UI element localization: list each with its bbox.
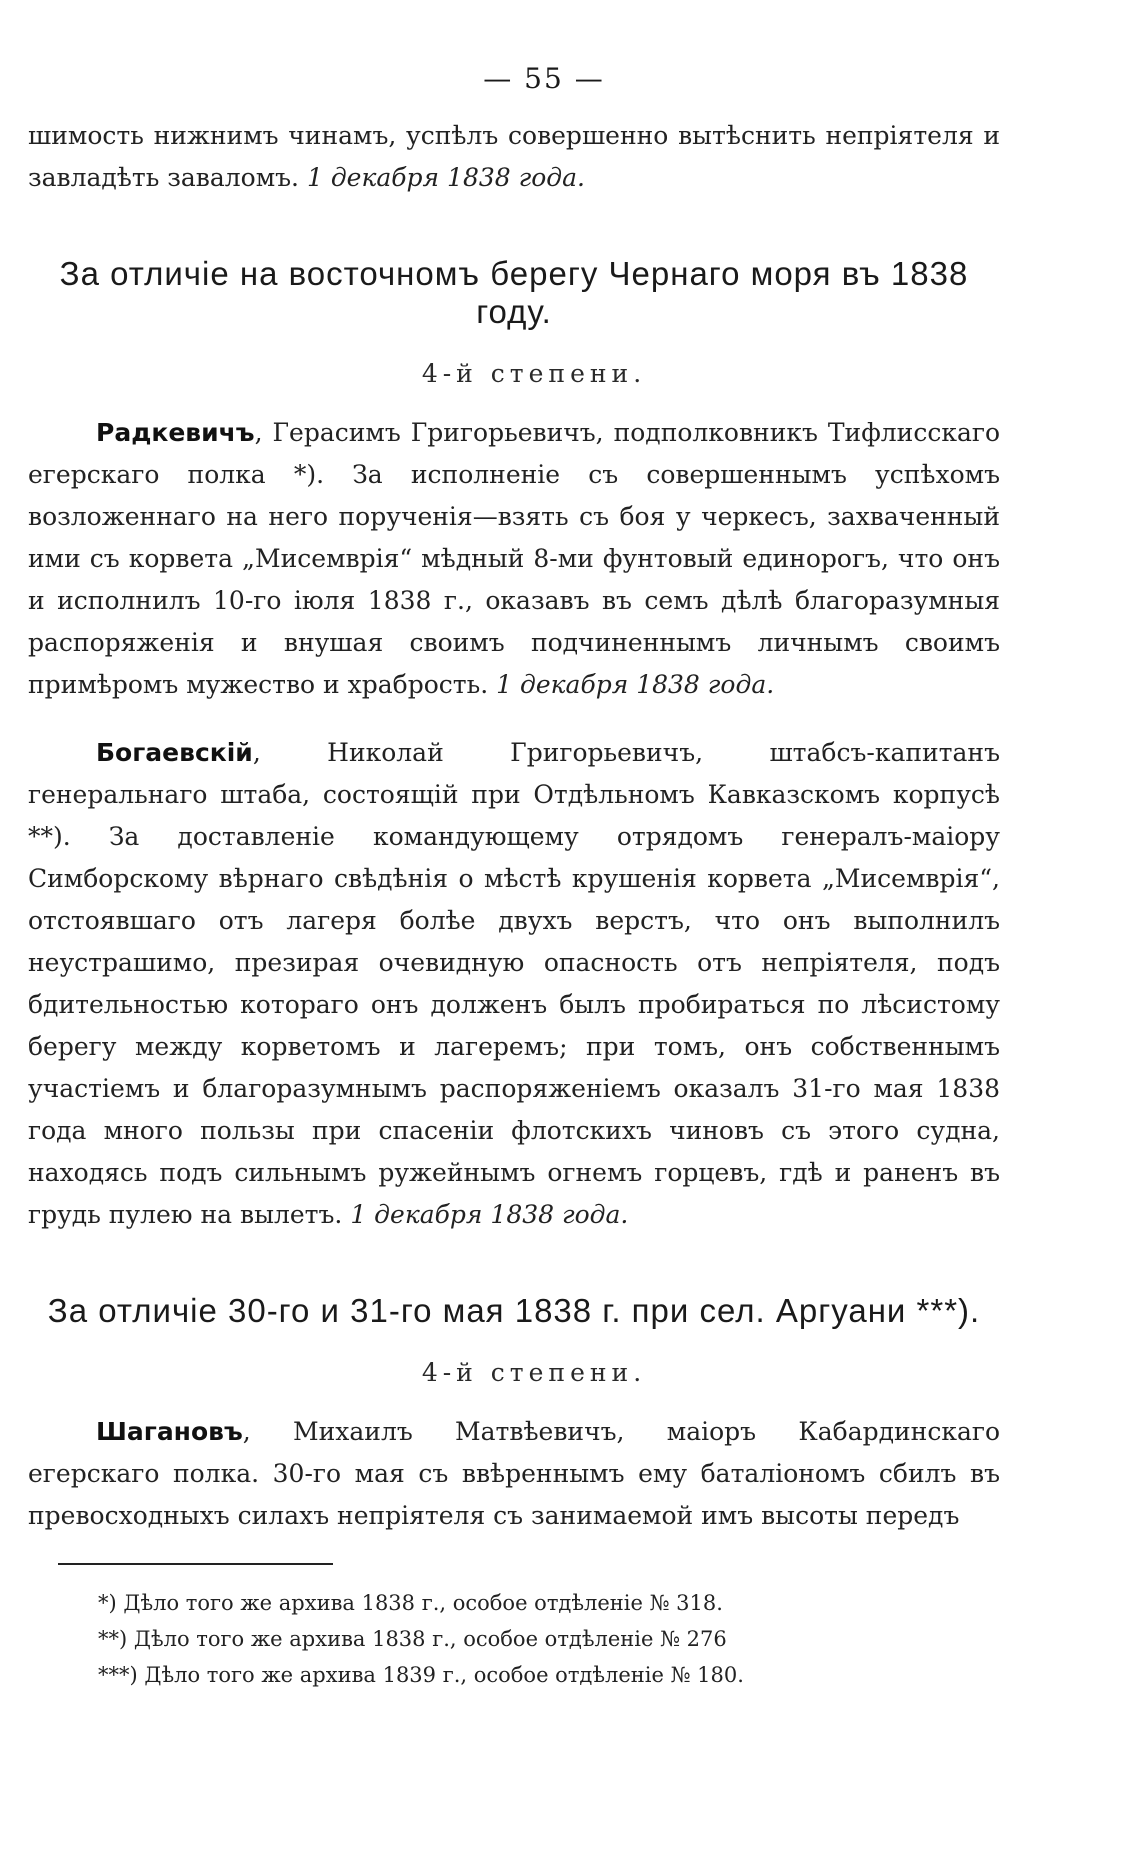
entry-name-bogaevsky: Богаевскій: [96, 738, 253, 767]
entry-date-radkevich: 1 декабря 1838 года.: [496, 670, 775, 699]
section-title-black-sea: За отличіе на восточномъ берегу Чернаго моря въ 1838 году.: [59, 255, 969, 330]
intro-text: шимость нижнимъ чинамъ, успѣлъ совершенно вытѣснить непріятеля и завладѣть заваломъ.: [28, 121, 1000, 192]
entry-text-shaganov: , Михаилъ Матвѣевичъ, маіоръ Кабардинскаго егерскаго полка. 30-го мая съ ввѣреннымъ ему баталіономъ сбилъ въ превосходныхъ силахъ непріятеля съ занимаемой имъ высоты передъ: [28, 1417, 1000, 1530]
entry-name-radkevich: Радкевичъ: [96, 418, 255, 447]
entry-shaganov: [28, 1411, 1000, 1537]
degree-heading-2: 4-й степени.: [421, 1358, 647, 1387]
footnote-divider: [58, 1563, 333, 1565]
entry-bogaevsky: [28, 732, 1000, 1236]
entry-text-radkevich: , Герасимъ Григорьевичъ, подполковникъ Тифлисскаго егерскаго полка *). За исполненіе съ совершеннымъ успѣхомъ возложеннаго на него порученія—взять съ боя у черкесъ, захваченный ими съ корвета „Мисемврія“ мѣдный 8-ми фунтовый единорогъ, что онъ и исполнилъ 10-го іюля 1838 г., оказавъ въ семъ дѣлѣ благоразумныя распоряженія и внушая своимъ подчиненнымъ личнымъ своимъ примѣромъ мужество и храбрость.: [28, 418, 1000, 699]
paragraph-gap: [28, 706, 1000, 732]
section-title-arguani: За отличіе 30-го и 31-го мая 1838 г. при сел. Аргуани ***).: [47, 1292, 981, 1329]
page-number: — 55 —: [483, 62, 605, 95]
intro-paragraph: [28, 115, 1000, 199]
intro-date: 1 декабря 1838 года.: [306, 163, 586, 192]
entry-text-bogaevsky: , Николай Григорьевичъ, штабсъ-капитанъ генеральнаго штаба, состоящій при Отдѣльномъ Кавказскомъ корпусѣ **). За доставленіе командующему отрядомъ генералъ-маіору Симборскому вѣрнаго свѣдѣнія о мѣстѣ крушенія корвета „Мисемврія“, отстоявшаго отъ лагеря болѣе двухъ верстъ, что онъ выполнилъ неустрашимо, презирая очевидную опасность отъ непріятеля, подъ бдительностью котораго онъ долженъ былъ пробираться по лѣсистому берегу между корветомъ и лагеремъ; при томъ, онъ собственнымъ участіемъ и благоразумнымъ распоряженіемъ оказалъ 31-го мая 1838 года много пользы при спасеніи флотскихъ чиновъ съ этого судна, находясь подъ сильнымъ ружейнымъ огнемъ горцевъ, гдѣ и раненъ въ грудь пулею на вылетъ.: [28, 738, 1000, 1229]
entry-date-bogaevsky: 1 декабря 1838 года.: [350, 1200, 629, 1229]
entry-name-shaganov: Шагановъ: [96, 1417, 243, 1446]
footnote-2: **) Дѣло того же архива 1838 г., особое отдѣленіе № 276: [98, 1627, 727, 1651]
footnote-1: *) Дѣло того же архива 1838 г., особое отдѣленіе № 318.: [98, 1591, 723, 1615]
footnote-3: ***) Дѣло того же архива 1839 г., особое отдѣленіе № 180.: [98, 1663, 744, 1687]
degree-heading-1: 4-й степени.: [421, 359, 647, 388]
entry-radkevich: [28, 412, 1000, 706]
